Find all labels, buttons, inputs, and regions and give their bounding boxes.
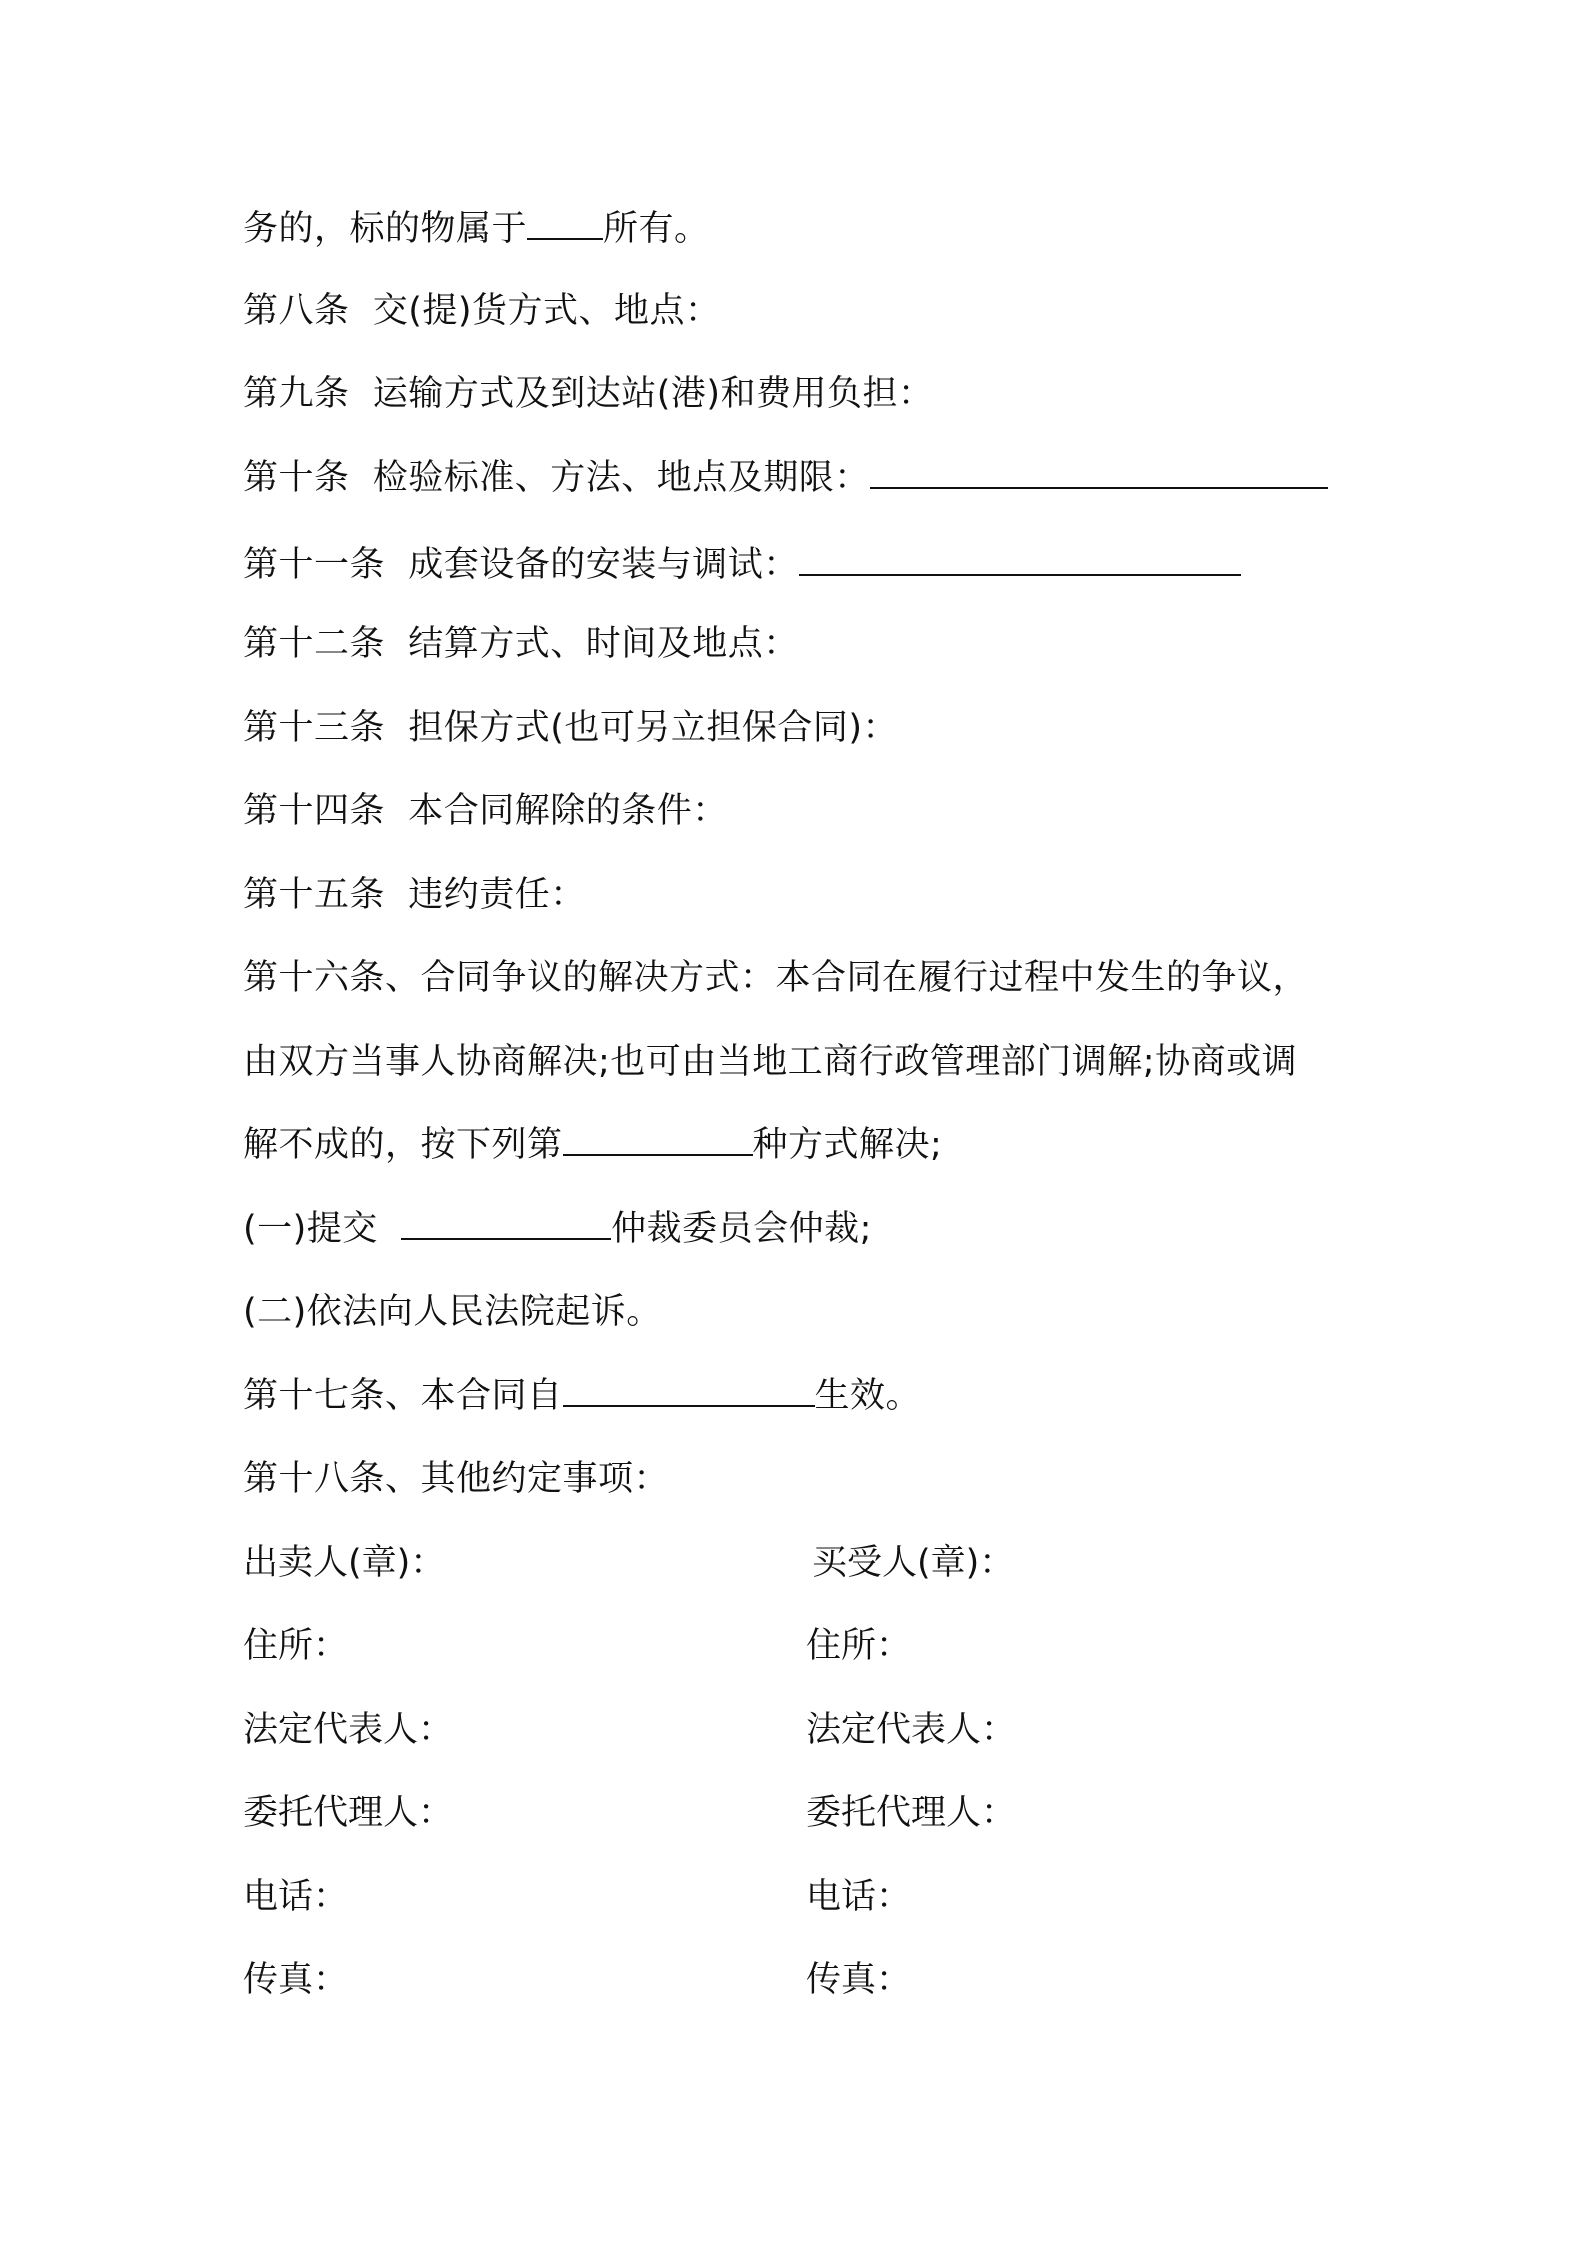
seller-fax: 传真： <box>243 1960 349 2000</box>
clause-7-text-post: 所有。 <box>603 209 710 249</box>
buyer-phone: 电话： <box>806 1877 912 1917</box>
owner-blank <box>527 208 603 240</box>
clause-18: 第十八条、其他约定事项： <box>243 1459 670 1499</box>
clause-16-line-3-post: 种方式解决; <box>752 1125 943 1165</box>
inspection-blank <box>870 457 1328 489</box>
seller-address: 住所： <box>243 1626 349 1666</box>
option-2: (二)依法向人民法院起诉。 <box>243 1292 662 1332</box>
option-1 <box>243 1206 872 1252</box>
seller-legal-rep: 法定代表人： <box>243 1710 454 1750</box>
clause-13: 第十三条 担保方式(也可另立担保合同)： <box>243 708 899 748</box>
clause-11 <box>243 542 1241 588</box>
clause-17-post: 生效。 <box>814 1376 922 1416</box>
buyer-fax: 传真： <box>806 1960 912 2000</box>
buyer-title: 买受人(章)： <box>812 1543 1015 1583</box>
option-1-pre: (一)提交 <box>243 1209 402 1249</box>
effective-date-blank <box>563 1375 815 1407</box>
clause-15: 第十五条 违约责任： <box>243 875 586 915</box>
buyer-agent: 委托代理人： <box>806 1793 1017 1833</box>
seller-phone: 电话： <box>243 1877 349 1917</box>
clause-9: 第九条 运输方式及到达站(港)和费用负担： <box>243 374 934 414</box>
clause-12: 第十二条 结算方式、时间及地点： <box>243 624 799 664</box>
clause-8: 第八条 交(提)货方式、地点： <box>243 291 721 331</box>
installation-blank <box>799 544 1241 576</box>
clause-10 <box>243 455 1328 501</box>
buyer-address: 住所： <box>806 1626 912 1666</box>
arbitration-blank <box>401 1208 611 1240</box>
clause-16-line-2: 由双方当事人协商解决;也可由当地工商行政管理部门调解;协商或调 <box>243 1042 1298 1082</box>
buyer-legal-rep: 法定代表人： <box>806 1710 1017 1750</box>
clause-7-text-pre: 务的，标的物属于 <box>243 209 528 249</box>
clause-14: 第十四条 本合同解除的条件： <box>243 791 728 831</box>
clause-11-text: 第十一条 成套设备的安装与调试： <box>243 545 799 585</box>
clause-10-text: 第十条 检验标准、方法、地点及期限： <box>243 458 870 498</box>
clause-16-line-3 <box>243 1122 942 1168</box>
seller-agent: 委托代理人： <box>243 1793 454 1833</box>
clause-16-line-1: 第十六条、合同争议的解决方式：本合同在履行过程中发生的争议， <box>243 958 1309 998</box>
clause-17-pre: 第十七条、本合同自 <box>243 1376 563 1416</box>
clause-17 <box>243 1373 921 1419</box>
seller-title: 出卖人(章)： <box>243 1543 446 1583</box>
clause-16-line-3-pre: 解不成的，按下列第 <box>243 1125 563 1165</box>
dispute-method-blank <box>563 1124 753 1156</box>
option-1-post: 仲裁委员会仲裁; <box>611 1209 872 1249</box>
clause-7-tail <box>243 206 710 252</box>
